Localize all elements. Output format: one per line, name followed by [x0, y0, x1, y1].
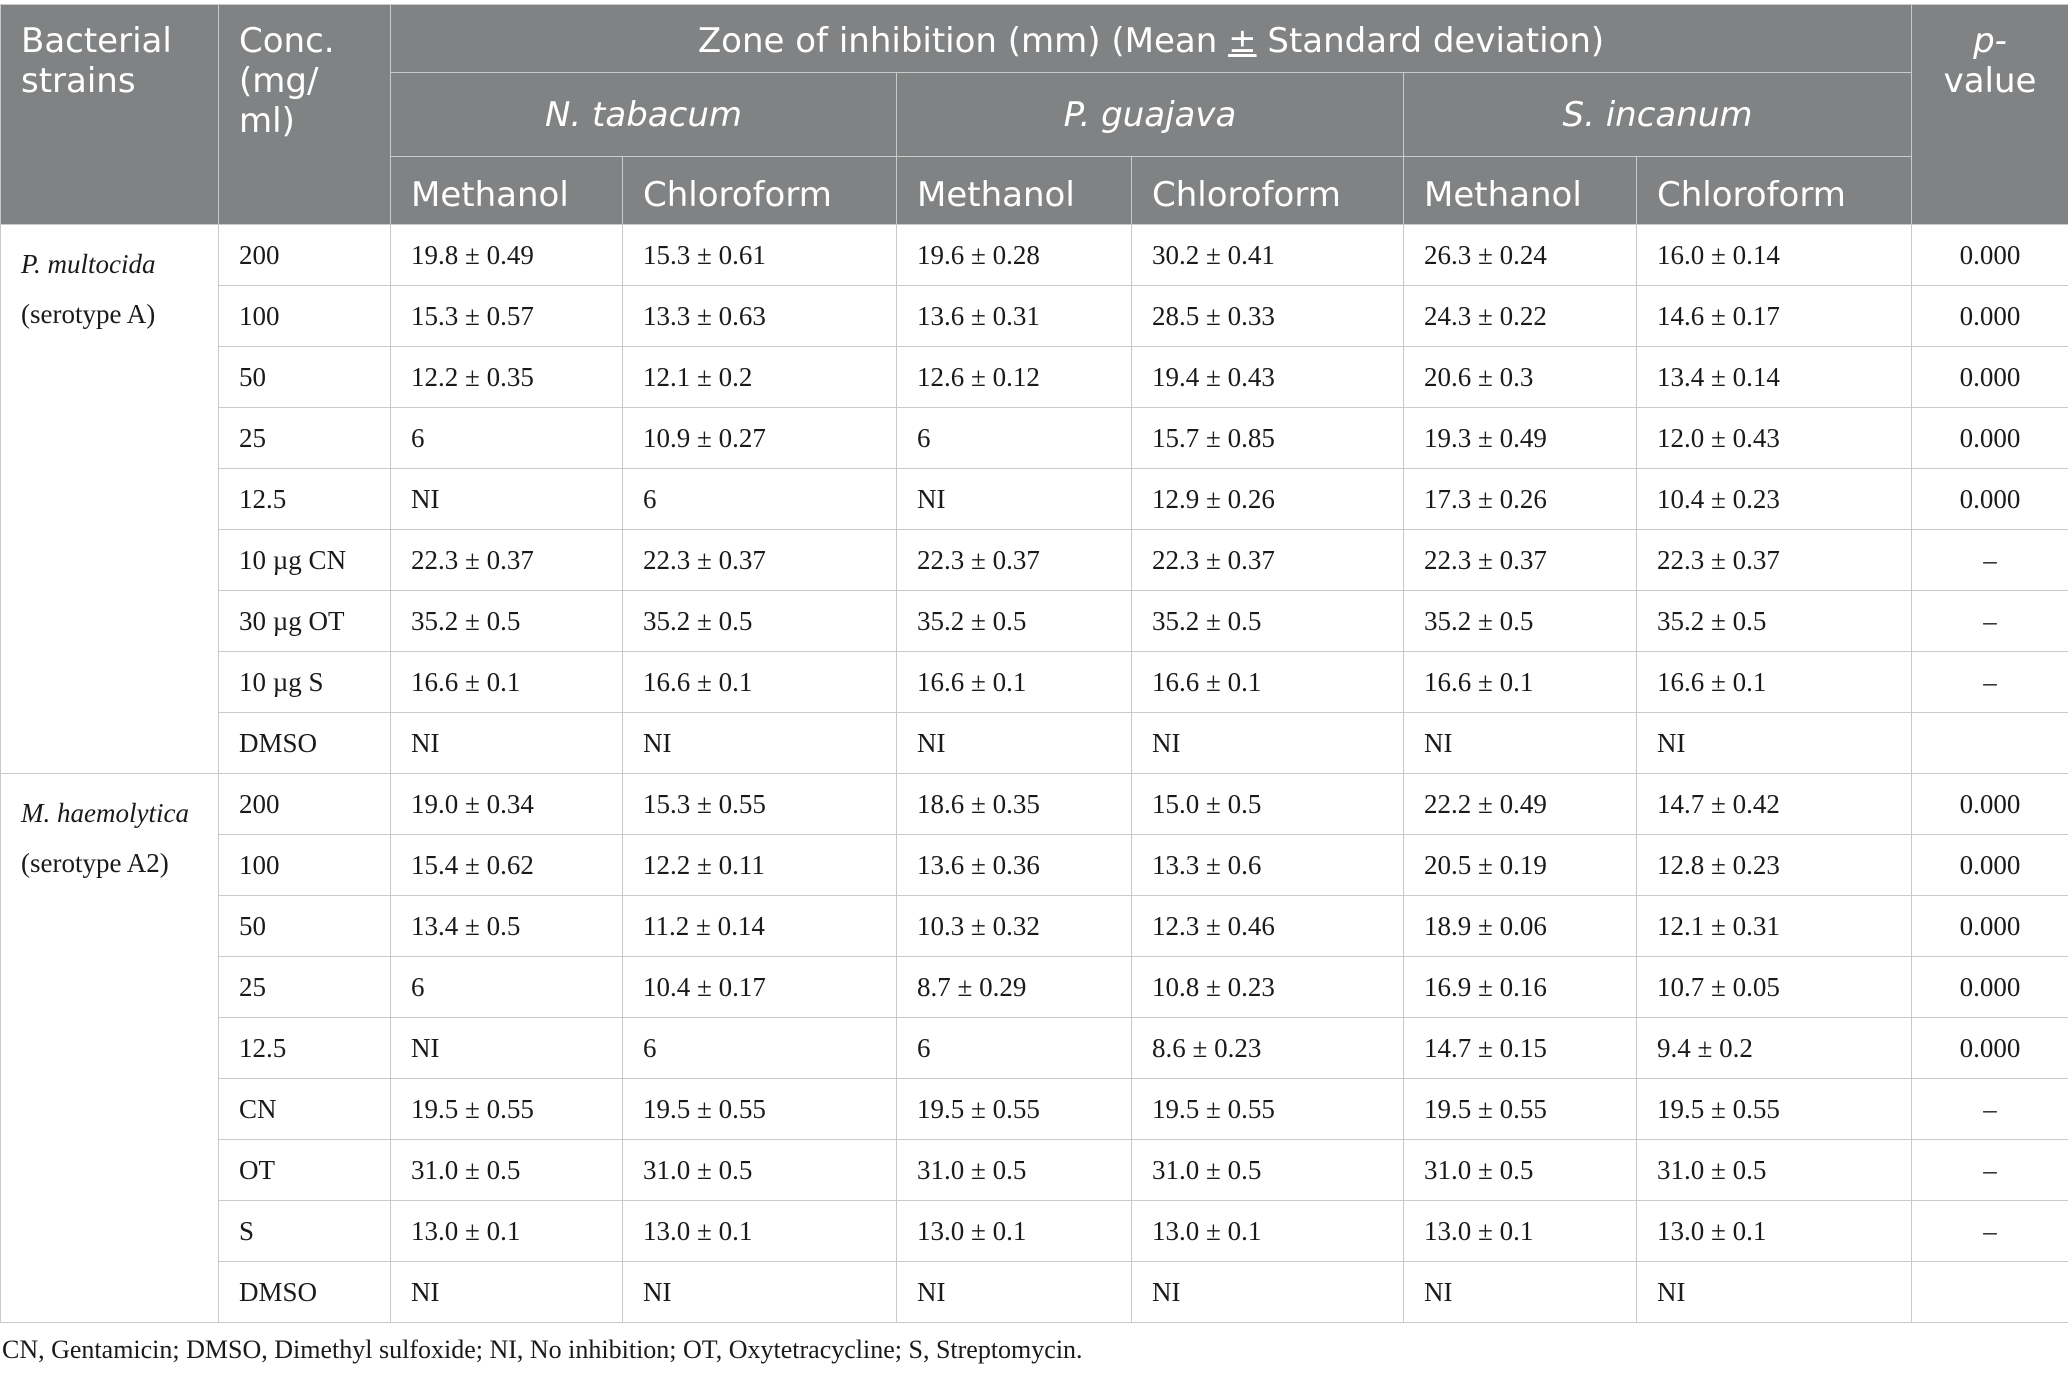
strain-serotype: (serotype A)	[21, 299, 156, 329]
header-solvent: Chloroform	[1132, 157, 1404, 225]
value-cell: NI	[623, 713, 897, 774]
value-cell: 18.6 ± 0.35	[897, 774, 1132, 835]
value-cell: NI	[1404, 713, 1637, 774]
value-cell: 9.4 ± 0.2	[1637, 1018, 1912, 1079]
table-row	[1, 957, 2068, 1018]
value-cell: 13.0 ± 0.1	[1404, 1201, 1637, 1262]
value-cell: 12.2 ± 0.35	[391, 347, 623, 408]
p-value-cell: 0.000	[1912, 286, 2068, 347]
value-cell: 22.3 ± 0.37	[1404, 530, 1637, 591]
table-footnote: CN, Gentamicin; DMSO, Dimethyl sulfoxide; NI, No inhibition; OT, Oxytetracycline; S, Streptomycin.	[2, 1335, 1083, 1364]
concentration-cell: 12.5	[219, 1018, 391, 1079]
concentration-cell: 200	[219, 225, 391, 286]
concentration-cell: 100	[219, 286, 391, 347]
value-cell: 10.9 ± 0.27	[623, 408, 897, 469]
value-cell: 13.4 ± 0.5	[391, 896, 623, 957]
table-row	[1, 774, 2068, 835]
value-cell: 6	[391, 408, 623, 469]
p-value-cell: –	[1912, 652, 2068, 713]
value-cell: NI	[391, 469, 623, 530]
p-value-cell: –	[1912, 591, 2068, 652]
value-cell: 35.2 ± 0.5	[1637, 591, 1912, 652]
value-cell: 19.5 ± 0.55	[897, 1079, 1132, 1140]
header-plant-n-tabacum: N. tabacum	[391, 73, 897, 157]
p-value-cell: –	[1912, 1079, 2068, 1140]
value-cell: 12.0 ± 0.43	[1637, 408, 1912, 469]
table-row	[1, 286, 2068, 347]
value-cell: 12.1 ± 0.2	[623, 347, 897, 408]
value-cell: 13.0 ± 0.1	[391, 1201, 623, 1262]
value-cell: 22.3 ± 0.37	[897, 530, 1132, 591]
table-row	[1, 652, 2068, 713]
header-solvent: Methanol	[391, 157, 623, 225]
value-cell: 19.0 ± 0.34	[391, 774, 623, 835]
value-cell: NI	[897, 713, 1132, 774]
value-cell: NI	[391, 713, 623, 774]
value-cell: 16.6 ± 0.1	[1404, 652, 1637, 713]
value-cell: 14.6 ± 0.17	[1637, 286, 1912, 347]
value-cell: 13.6 ± 0.31	[897, 286, 1132, 347]
value-cell: 19.8 ± 0.49	[391, 225, 623, 286]
value-cell: 20.6 ± 0.3	[1404, 347, 1637, 408]
value-cell: 31.0 ± 0.5	[897, 1140, 1132, 1201]
value-cell: 15.4 ± 0.62	[391, 835, 623, 896]
table-row	[1, 347, 2068, 408]
value-cell: 20.5 ± 0.19	[1404, 835, 1637, 896]
value-cell: 35.2 ± 0.5	[623, 591, 897, 652]
value-cell: 8.7 ± 0.29	[897, 957, 1132, 1018]
concentration-cell: 50	[219, 896, 391, 957]
concentration-cell: 200	[219, 774, 391, 835]
value-cell: NI	[1132, 713, 1404, 774]
concentration-cell: 12.5	[219, 469, 391, 530]
value-cell: NI	[1637, 1262, 1912, 1323]
value-cell: 18.9 ± 0.06	[1404, 896, 1637, 957]
p-value-cell: –	[1912, 530, 2068, 591]
value-cell: 19.5 ± 0.55	[1637, 1079, 1912, 1140]
p-value-cell: 0.000	[1912, 835, 2068, 896]
concentration-cell: DMSO	[219, 1262, 391, 1323]
value-cell: 35.2 ± 0.5	[1404, 591, 1637, 652]
value-cell: 31.0 ± 0.5	[623, 1140, 897, 1201]
value-cell: 6	[897, 1018, 1132, 1079]
value-cell: 6	[391, 957, 623, 1018]
value-cell: 13.3 ± 0.63	[623, 286, 897, 347]
header-plant-s-incanum: S. incanum	[1404, 73, 1912, 157]
p-value-cell: 0.000	[1912, 774, 2068, 835]
value-cell: NI	[1404, 1262, 1637, 1323]
concentration-cell: S	[219, 1201, 391, 1262]
value-cell: 14.7 ± 0.15	[1404, 1018, 1637, 1079]
value-cell: 28.5 ± 0.33	[1132, 286, 1404, 347]
value-cell: 31.0 ± 0.5	[391, 1140, 623, 1201]
inhibition-table	[0, 4, 2068, 1323]
strain-name: M. haemolytica	[21, 798, 189, 828]
value-cell: 16.6 ± 0.1	[897, 652, 1132, 713]
value-cell: 6	[623, 1018, 897, 1079]
value-cell: NI	[1132, 1262, 1404, 1323]
value-cell: 22.3 ± 0.37	[1132, 530, 1404, 591]
concentration-cell: OT	[219, 1140, 391, 1201]
value-cell: 13.0 ± 0.1	[623, 1201, 897, 1262]
value-cell: 35.2 ± 0.5	[1132, 591, 1404, 652]
value-cell: 13.0 ± 0.1	[1637, 1201, 1912, 1262]
table-row	[1, 225, 2068, 286]
header-solvent: Methanol	[897, 157, 1132, 225]
value-cell: 13.0 ± 0.1	[1132, 1201, 1404, 1262]
value-cell: 35.2 ± 0.5	[391, 591, 623, 652]
value-cell: 30.2 ± 0.41	[1132, 225, 1404, 286]
table-row	[1, 1201, 2068, 1262]
table-row	[1, 1079, 2068, 1140]
value-cell: 6	[623, 469, 897, 530]
value-cell: 15.3 ± 0.61	[623, 225, 897, 286]
value-cell: NI	[391, 1018, 623, 1079]
header-p-value: p- value	[1912, 5, 2068, 225]
table-row	[1, 1018, 2068, 1079]
value-cell: 12.9 ± 0.26	[1132, 469, 1404, 530]
value-cell: 13.3 ± 0.6	[1132, 835, 1404, 896]
p-value-cell: 0.000	[1912, 469, 2068, 530]
value-cell: 31.0 ± 0.5	[1637, 1140, 1912, 1201]
table-header	[1, 5, 2068, 225]
value-cell: 16.6 ± 0.1	[623, 652, 897, 713]
value-cell: 35.2 ± 0.5	[897, 591, 1132, 652]
value-cell: 12.1 ± 0.31	[1637, 896, 1912, 957]
header-bacterial-strains: Bacterial strains	[1, 5, 219, 225]
table-row	[1, 835, 2068, 896]
header-solvent: Methanol	[1404, 157, 1637, 225]
value-cell: 19.5 ± 0.55	[391, 1079, 623, 1140]
header-plant-p-guajava: P. guajava	[897, 73, 1404, 157]
value-cell: 15.3 ± 0.55	[623, 774, 897, 835]
p-value-cell: –	[1912, 1140, 2068, 1201]
value-cell: 15.0 ± 0.5	[1132, 774, 1404, 835]
value-cell: 10.4 ± 0.17	[623, 957, 897, 1018]
value-cell: NI	[897, 1262, 1132, 1323]
value-cell: 16.9 ± 0.16	[1404, 957, 1637, 1018]
value-cell: 13.0 ± 0.1	[897, 1201, 1132, 1262]
table-body	[1, 225, 2068, 1323]
value-cell: 22.3 ± 0.37	[1637, 530, 1912, 591]
value-cell: 24.3 ± 0.22	[1404, 286, 1637, 347]
header-solvent: Chloroform	[623, 157, 897, 225]
value-cell: 16.6 ± 0.1	[1132, 652, 1404, 713]
p-value-cell: 0.000	[1912, 408, 2068, 469]
table-container	[0, 4, 2068, 1365]
concentration-cell: 100	[219, 835, 391, 896]
value-cell: 12.3 ± 0.46	[1132, 896, 1404, 957]
value-cell: 6	[897, 408, 1132, 469]
concentration-cell: CN	[219, 1079, 391, 1140]
value-cell: NI	[1637, 713, 1912, 774]
p-value-cell	[1912, 1262, 2068, 1323]
value-cell: 10.3 ± 0.32	[897, 896, 1132, 957]
value-cell: 17.3 ± 0.26	[1404, 469, 1637, 530]
table-row	[1, 713, 2068, 774]
strain-name: P. multocida	[21, 249, 156, 279]
value-cell: 13.4 ± 0.14	[1637, 347, 1912, 408]
value-cell: 15.3 ± 0.57	[391, 286, 623, 347]
value-cell: 26.3 ± 0.24	[1404, 225, 1637, 286]
concentration-cell: 10 µg CN	[219, 530, 391, 591]
value-cell: 31.0 ± 0.5	[1404, 1140, 1637, 1201]
p-value-cell: 0.000	[1912, 896, 2068, 957]
table-row	[1, 530, 2068, 591]
value-cell: 22.3 ± 0.37	[623, 530, 897, 591]
value-cell: 11.2 ± 0.14	[623, 896, 897, 957]
concentration-cell: 25	[219, 957, 391, 1018]
value-cell: 19.5 ± 0.55	[623, 1079, 897, 1140]
table-row	[1, 1262, 2068, 1323]
value-cell: 19.4 ± 0.43	[1132, 347, 1404, 408]
value-cell: 31.0 ± 0.5	[1132, 1140, 1404, 1201]
p-value-cell: 0.000	[1912, 1018, 2068, 1079]
value-cell: 8.6 ± 0.23	[1132, 1018, 1404, 1079]
value-cell: 19.3 ± 0.49	[1404, 408, 1637, 469]
header-concentration: Conc. (mg/ ml)	[219, 5, 391, 225]
strain-cell	[1, 774, 219, 1323]
strain-cell	[1, 225, 219, 774]
value-cell: 14.7 ± 0.42	[1637, 774, 1912, 835]
concentration-cell: DMSO	[219, 713, 391, 774]
table-row	[1, 408, 2068, 469]
p-value-cell: –	[1912, 1201, 2068, 1262]
value-cell: 19.5 ± 0.55	[1404, 1079, 1637, 1140]
value-cell: 16.6 ± 0.1	[1637, 652, 1912, 713]
value-cell: 19.6 ± 0.28	[897, 225, 1132, 286]
table-row	[1, 469, 2068, 530]
concentration-cell: 30 µg OT	[219, 591, 391, 652]
header-zone-of-inhibition: Zone of inhibition (mm) (Mean ± Standard deviation)	[391, 5, 1912, 73]
concentration-cell: 50	[219, 347, 391, 408]
value-cell: 12.8 ± 0.23	[1637, 835, 1912, 896]
value-cell: 10.7 ± 0.05	[1637, 957, 1912, 1018]
value-cell: NI	[897, 469, 1132, 530]
concentration-cell: 10 µg S	[219, 652, 391, 713]
value-cell: 15.7 ± 0.85	[1132, 408, 1404, 469]
value-cell: NI	[623, 1262, 897, 1323]
header-solvent: Chloroform	[1637, 157, 1912, 225]
value-cell: 16.0 ± 0.14	[1637, 225, 1912, 286]
value-cell: 12.6 ± 0.12	[897, 347, 1132, 408]
value-cell: 22.3 ± 0.37	[391, 530, 623, 591]
value-cell: NI	[391, 1262, 623, 1323]
p-value-cell: 0.000	[1912, 225, 2068, 286]
p-value-cell	[1912, 713, 2068, 774]
concentration-cell: 25	[219, 408, 391, 469]
value-cell: 19.5 ± 0.55	[1132, 1079, 1404, 1140]
strain-serotype: (serotype A2)	[21, 848, 169, 878]
value-cell: 13.6 ± 0.36	[897, 835, 1132, 896]
p-value-cell: 0.000	[1912, 957, 2068, 1018]
table-row	[1, 1140, 2068, 1201]
table-row	[1, 896, 2068, 957]
p-value-cell: 0.000	[1912, 347, 2068, 408]
value-cell: 22.2 ± 0.49	[1404, 774, 1637, 835]
value-cell: 10.8 ± 0.23	[1132, 957, 1404, 1018]
value-cell: 16.6 ± 0.1	[391, 652, 623, 713]
value-cell: 10.4 ± 0.23	[1637, 469, 1912, 530]
table-row	[1, 591, 2068, 652]
value-cell: 12.2 ± 0.11	[623, 835, 897, 896]
